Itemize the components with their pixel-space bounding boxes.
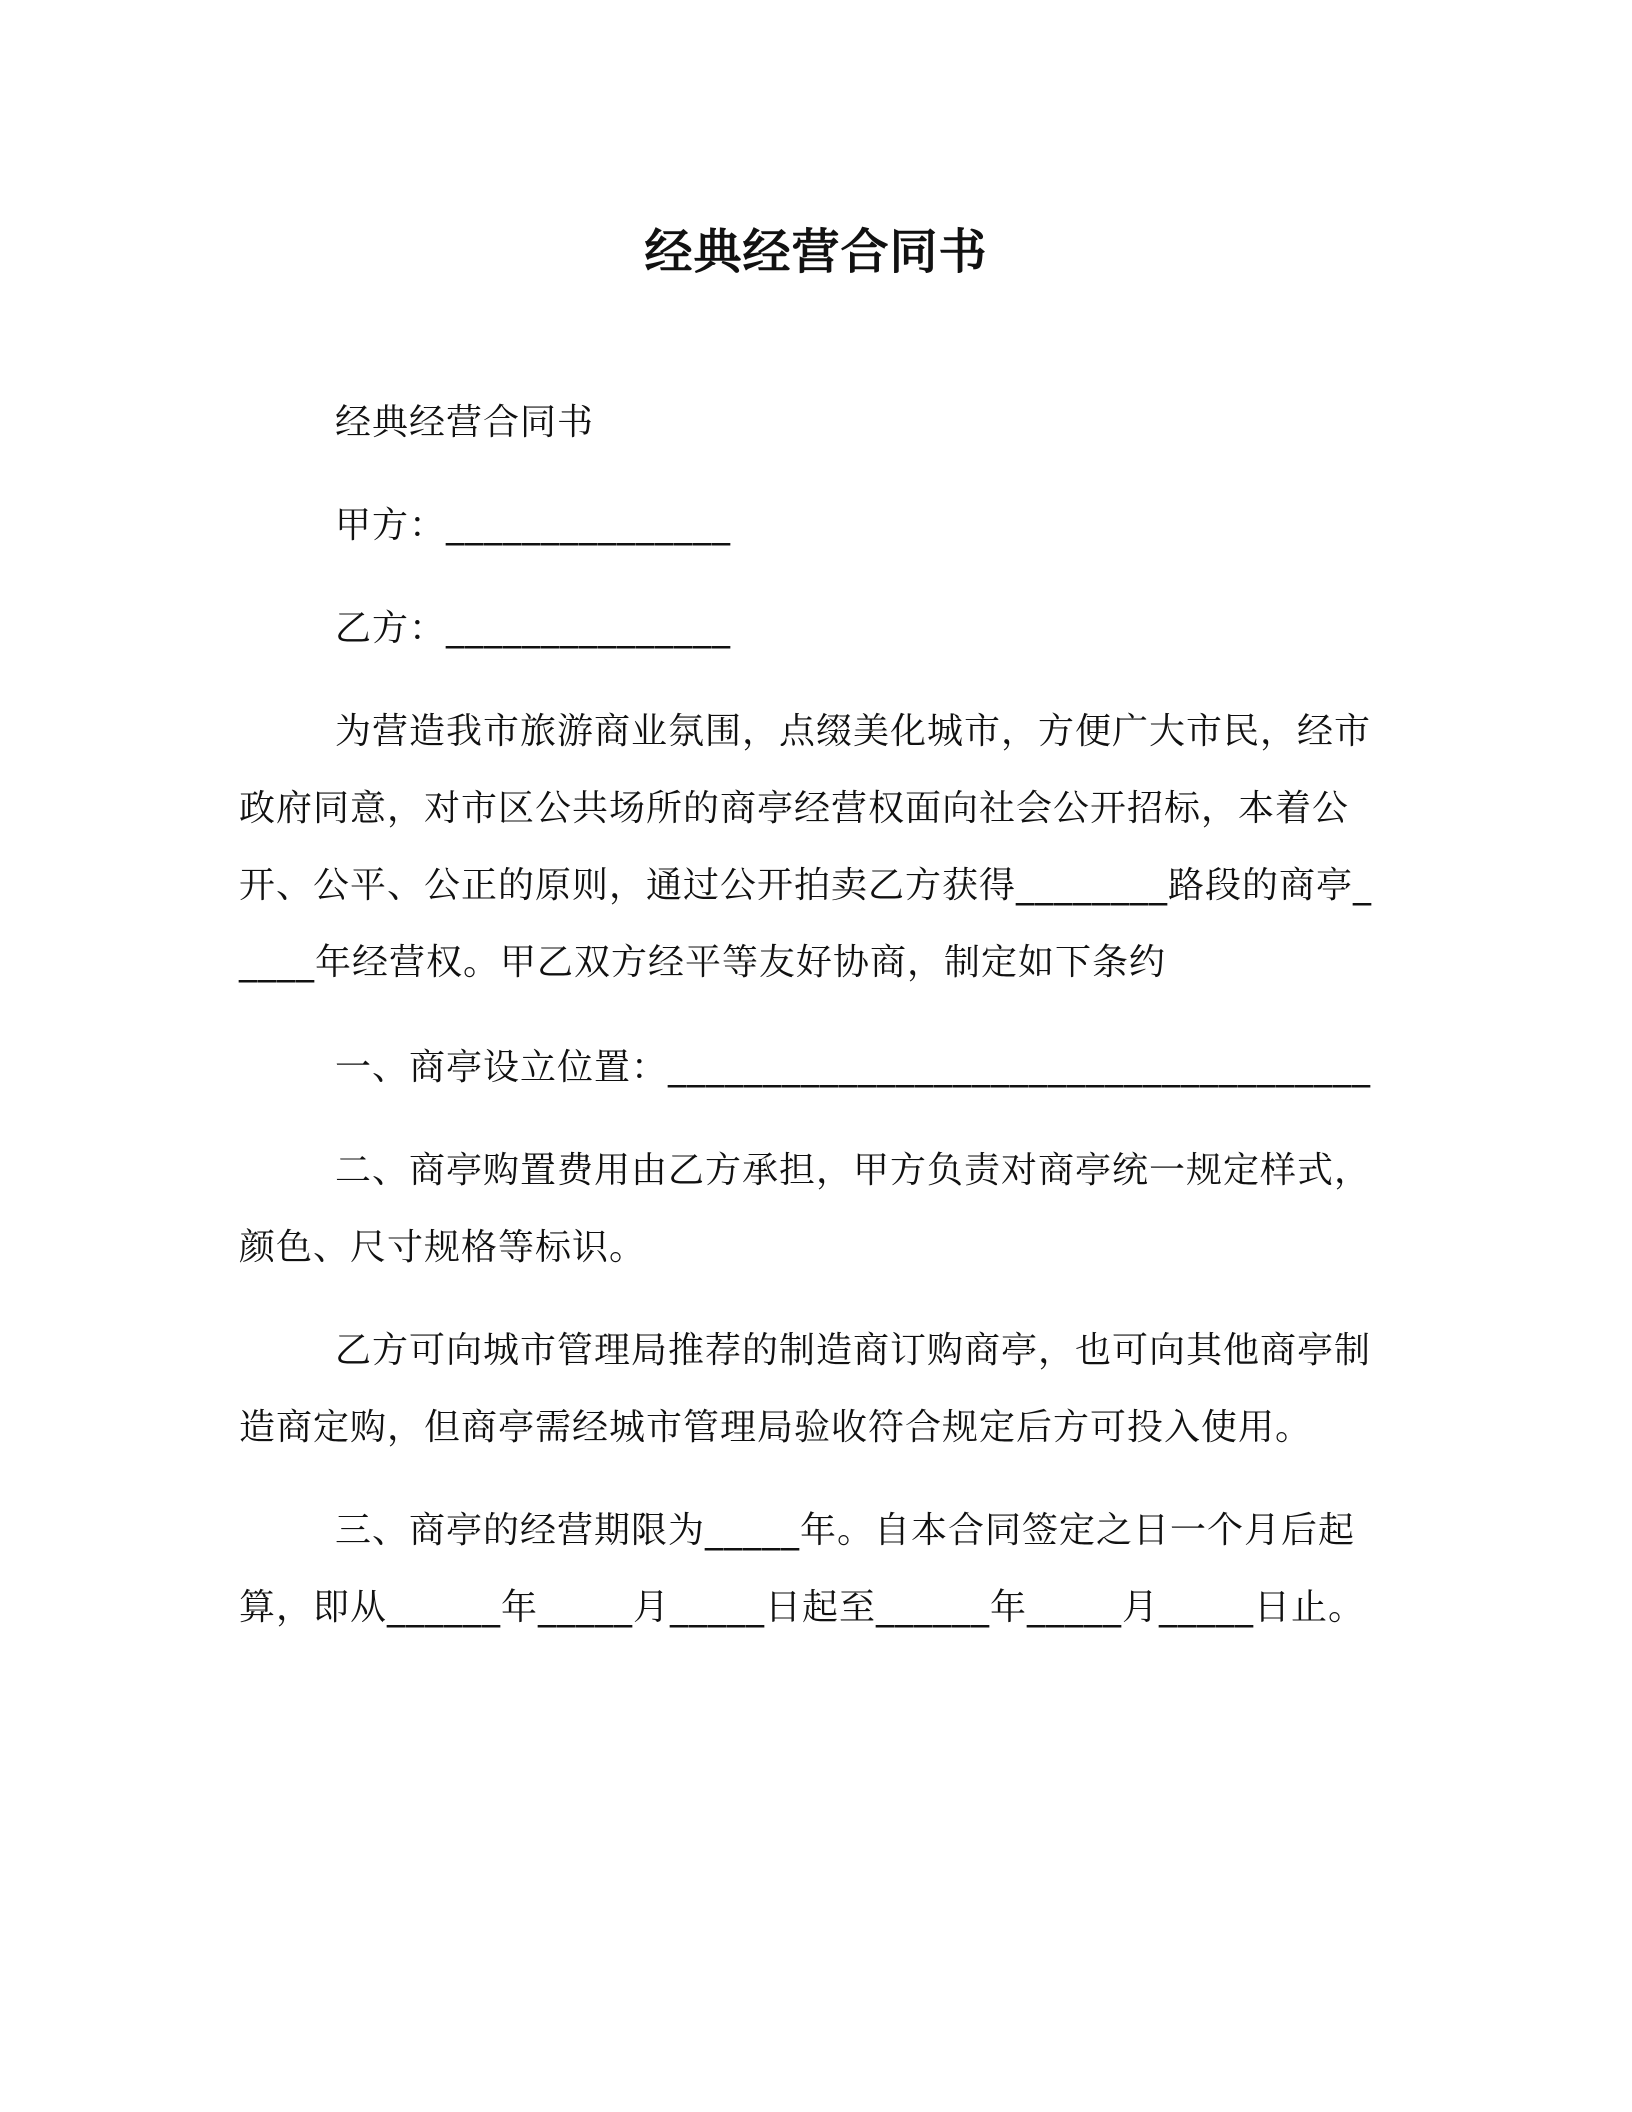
document-title: 经典经营合同书 (644, 224, 988, 280)
party-b-line: 乙方：_______________ (335, 608, 732, 649)
party-a-line: 甲方：_______________ (335, 505, 732, 546)
intro-paragraph: 为营造我市旅游商业氛围，点缀美化城市，方便广大市民，经市政府同意，对市区公共场所的商亭经营权面向社会公开招标，本着公开、公平、公正的原则，通过公开拍卖乙方获得________路段的商亭_____年经营权。甲乙双方经平等友好协商，制定如下条约 (239, 711, 1373, 983)
clause-2-cost: 二、商亭购置费用由乙方承担，甲方负责对商亭统一规定样式，颜色、尺寸规格等标识。 (239, 1150, 1372, 1268)
clause-1-location: 一、商亭设立位置：_____________________________________ (335, 1047, 1372, 1088)
document-subtitle: 经典经营合同书 (335, 402, 595, 443)
clause-3-term: 三、商亭的经营期限为_____年。自本合同签定之日一个月后起算，即从______年_____月_____日起至______年_____月_____日止。 (239, 1510, 1366, 1628)
clause-2-supplement: 乙方可向城市管理局推荐的制造商订购商亭，也可向其他商亭制造商定购，但商亭需经城市管理局验收符合规定后方可投入使用。 (239, 1330, 1372, 1448)
